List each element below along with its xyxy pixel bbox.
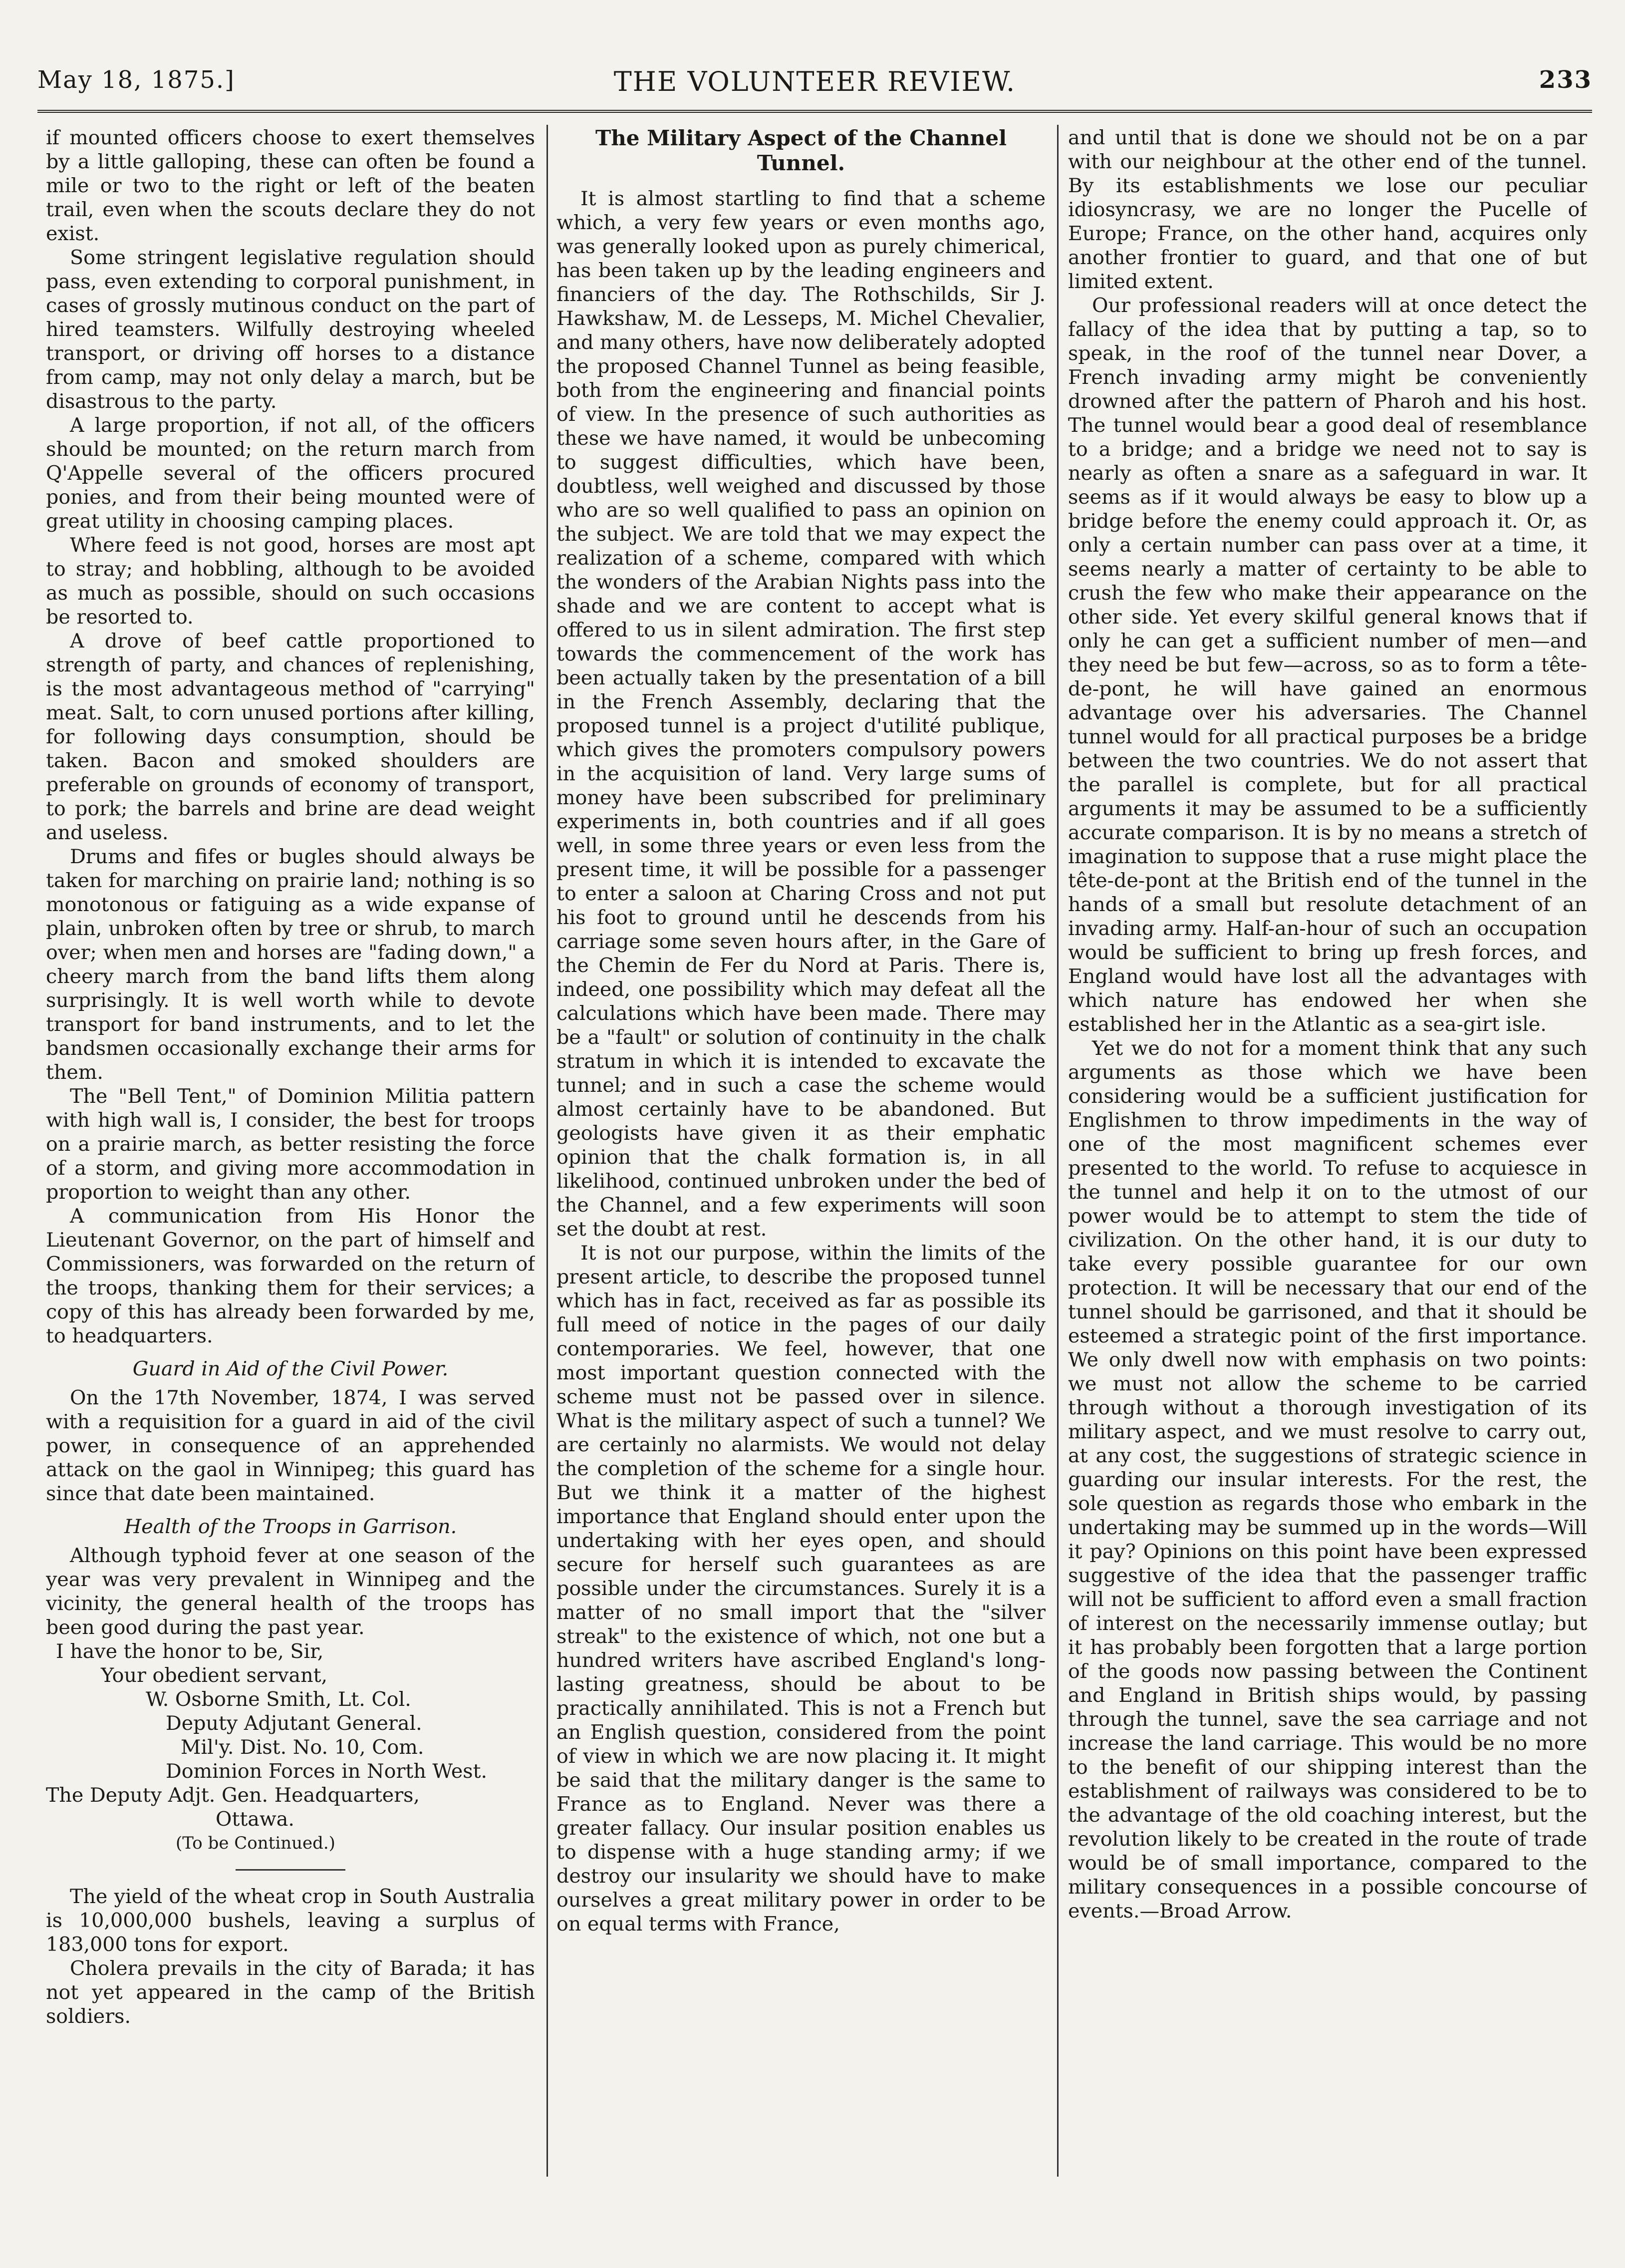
article-title: The Military Aspect of the Channel Tunnel.: [595, 126, 1007, 175]
signature-line: Dominion Forces in North West.: [166, 1760, 488, 1783]
signature-name: W. Osborne Smith, Lt. Col.: [146, 1688, 411, 1711]
paragraph: A large proportion, if not all, of the officers should be mounted; on the return march from Q'Appelle several of the officers procured ponies, and from their being mounted were of great utility in choosing camping places.: [46, 414, 535, 533]
section-subhead: Health of the Troops in Garrison.: [124, 1515, 457, 1538]
paragraph: On the 17th November, 1874, I was served with a requisition for a guard in aid of the civil power, in consequence of an apprehended attack on the gaol in Winnipeg; this guard has since that date been maintained.: [46, 1386, 535, 1505]
paragraph: A drove of beef cattle proportioned to strength of party, and chances of replenishing, is the most advantageous method of "carrying" meat. Salt, to corn unused portions after killing, for following days consumption, should be taken. Bacon and smoked shoulders are preferable on grounds of economy of transport, to pork; the barrels and brine are dead weight and useless.: [46, 630, 535, 844]
paragraph: Our professional readers will at once detect the fallacy of the idea that by putting a tap, so to speak, in the roof of the tunnel near Dover, a French invading army might be conveniently drowned after the pattern of Pharoh and his host. The tunnel would bear a good deal of resemblance to a bridge; and a bridge we need not to say is nearly as often a snare as a safeguard in war. It seems as if it would always be easy to blow up a bridge before the enemy could approach it. Or, as only a certain number can pass over at a time, it seems nearly a matter of certainty to be able to crush the few who make their appearance on the other side. Yet every skilful general knows that if only he can get a sufficient number of men—and they need be but few—across, so as to form a tête-de-pont, he will have gained an enormous advantage over his adversaries. The Channel tunnel would for all practical purposes be a bridge between the two countries. We do not assert that the parallel is complete, but for all practical arguments it may be assumed to be a sufficiently accurate comparison. It is by no means a stretch of imagination to suppose that a ruse might place the tête-de-pont at the British end of the tunnel in the hands of a small but resolute detachment of an invading army. Half-an-hour of such an occupation would be sufficient to bring up fresh forces, and England would have lost all the advantages with which nature has endowed her when she established her in the Atlantic as a sea-girt isle.: [1068, 294, 1587, 1036]
divider: [236, 1869, 345, 1871]
signature-line: The Deputy Adjt. Gen. Headquarters,: [46, 1784, 420, 1807]
paragraph: Although typhoid fever at one season of the year was very prevalent in Winnipeg and the vicinity, the general health of the troops has been good during the past year.: [46, 1544, 535, 1639]
paragraph: if mounted officers choose to exert themselves by a little galloping, these can often be found a mile or two to the right or left of the beaten trail, even when the scouts declare they do not exist.: [46, 126, 535, 245]
signature-line: Deputy Adjutant General.: [166, 1712, 422, 1735]
paragraph: Cholera prevails in the city of Barada; it has not yet appeared in the camp of the British soldiers.: [46, 1957, 535, 2028]
column-rule: [546, 125, 548, 2177]
header-date: May 18, 1875.]: [37, 66, 235, 94]
paragraph: and until that is done we should not be on a par with our neighbour at the other end of the tunnel. By its establishments we lose our peculiar idiosyncrasy, we are no longer the Pucelle of Europe; France, on the other hand, acquires only another frontier to guard, and that one of but limited extent.: [1068, 126, 1587, 293]
paragraph: It is not our purpose, within the limits of the present article, to describe the proposed tunnel which has in fact, received as far as possible its full meed of notice in the pages of our daily contemporaries. We feel, however, that one most important question connected with the scheme must not be passed over in silence. What is the military aspect of such a tunnel? We are certainly no alarmists. We would not delay the completion of the scheme for a single hour. But we think it a matter of the highest importance that England should enter upon the undertaking with her eyes open, and should secure for herself such guarantees as are possible under the circumstances. Surely it is a matter of no small import that the "silver streak" to the existence of which, not one but a hundred writers have ascribed England's long-lasting greatness, should be about to be practically annihilated. This is not a French but an English question, considered from the point of view in which we are now placing it. It might be said that the military danger is the same to France as to England. Never was there a greater fallacy. Our insular position enables us to dispense with a huge standing army; if we destroy our insularity we should have to make ourselves a great military power in order to be on equal terms with France,: [556, 1242, 1046, 1936]
paragraph: A communication from His Honor the Lieutenant Governor, on the part of himself and Commissioners, was forwarded on the return of the troops, thanking them for their services; a copy of this has already been forwarded by me, to headquarters.: [46, 1205, 535, 1347]
header-page-number: 233: [1539, 66, 1592, 94]
signature-block: [46, 1639, 535, 1855]
column-1: [46, 126, 535, 2183]
section-subhead: Guard in Aid of the Civil Power.: [132, 1357, 449, 1380]
paragraph: It is almost startling to find that a scheme which, a very few years or even months ago, was generally looked upon as purely chimerical, has been taken up by the leading engineers and financiers of the day. The Rothschilds, Sir J. Hawkshaw, M. de Lesseps, M. Michel Chevalier, and many others, have now deliberately adopted the proposed Channel Tunnel as being feasible, both from the engineering and financial points of view. In the presence of such authorities as these we have named, it would be unbecoming to suggest difficulties, which have been, doubtless, well weighed and discussed by those who are so well qualified to pass an opinion on the subject. We are told that we may expect the realization of a scheme, compared with which the wonders of the Arabian Nights pass into the shade and we are content to accept what is offered to us in silent admiration. The first step towards the commencement of the work has been actually taken by the presentation of a bill in the French Assembly, declaring that the proposed tunnel is a project d'utilité publique, which gives the promoters compulsory powers in the acquisition of land. Very large sums of money have been subscribed for preliminary experiments in, both countries and if all goes well, in some three years or even less from the present time, it will be possible for a passenger to enter a saloon at Charing Cross and not put his foot to ground until he descends from his carriage some seven hours after, in the Gare of the Chemin de Fer du Nord at Paris. There is, indeed, one possibility which may defeat all the calculations which have been made. There may be a "fault" or solution of continuity in the chalk stratum in which it is intended to excavate the tunnel; and in such a case the scheme would almost certainly have to be abandoned. But geologists have given it as their emphatic opinion that the chalk formation is, in all likelihood, continued unbroken under the bed of the Channel, and a few experiments will soon set the doubt at rest.: [556, 187, 1046, 1241]
paragraph: Where feed is not good, horses are most apt to stray; and hobbling, although to be avoided as much as possible, should on such occasions be resorted to.: [46, 534, 535, 629]
signature-line: I have the honor to be, Sir,: [56, 1640, 324, 1663]
column-2: [556, 126, 1046, 2183]
paragraph: The "Bell Tent," of Dominion Militia pattern with high wall is, I consider, the best for troops on a prairie march, as better resisting the force of a storm, and giving more accommodation in proportion to weight than any other.: [46, 1085, 535, 1204]
signature-line: Mil'y. Dist. No. 10, Com.: [181, 1736, 424, 1759]
column-3: [1068, 126, 1587, 2183]
paragraph: Drums and fifes or bugles should always be taken for marching on prairie land; nothing is so monotonous or fatiguing as a wide expanse of plain, unbroken often by tree or shrub, to march over; when men and horses are "fading down," a cheery march from the band lifts them along surprisingly. It is well worth while to devote transport for band instruments, and to let the bandsmen occasionally exchange their arms for them.: [46, 845, 535, 1084]
paragraph: Some stringent legislative regulation should pass, even extending to corporal punishment, in cases of grossly mutinous conduct on the part of hired teamsters. Wilfully destroying wheeled transport, or driving off horses to a distance from camp, may not only delay a march, but be disastrous to the party.: [46, 246, 535, 413]
signature-line: Your obedient servant,: [101, 1664, 328, 1687]
signature-line: Ottawa.: [216, 1808, 294, 1831]
header-title: THE VOLUNTEER REVIEW.: [613, 66, 1016, 97]
column-rule: [1057, 125, 1059, 2177]
page-header: [37, 60, 1592, 113]
continued-note: (To be Continued.): [176, 1833, 335, 1853]
paragraph: Yet we do not for a moment think that any such arguments as those which we have been considering would be a sufficient justification for Englishmen to throw impediments in the way of one of the most magnificent schemes ever presented to the world. To refuse to acquiesce in the tunnel and help it on to the utmost of our power would be to attempt to stem the tide of civilization. On the other hand, it is our duty to take every possible guarantee for our own protection. It will be necessary that our end of the tunnel should be garrisoned, and that it should be esteemed a strategic point of the first importance. We only dwell now with emphasis on two points: we must not allow the scheme to be carried through without a thorough investigation of its military aspect, and we must resolve to carry out, at any cost, the suggestions of strategic science in guarding our insular interests. For the rest, the sole question as regards those who embark in the undertaking may be summed up in the words—Will it pay? Opinions on this point have been expressed suggestive of the idea that the passenger traffic will not be sufficient to afford even a small fraction of interest on the necessarily immense outlay; but it has probably been forgotten that a large portion of the goods now passing between the Continent and England in British ships would, by passing through the tunnel, save the sea carriage and not increase the land carriage. This would be no more to the benefit of our shipping interest than the establishment of railways was considered to be to the advantage of the old coaching interest, but the revolution likely to be created in the route of trade would be of small importance, compared to the military consequences in a possible concourse of events.—Broad Arrow.: [1068, 1037, 1587, 1923]
paragraph: The yield of the wheat crop in South Australia is 10,000,000 bushels, leaving a surplus of 183,000 tons for export.: [46, 1885, 535, 1956]
